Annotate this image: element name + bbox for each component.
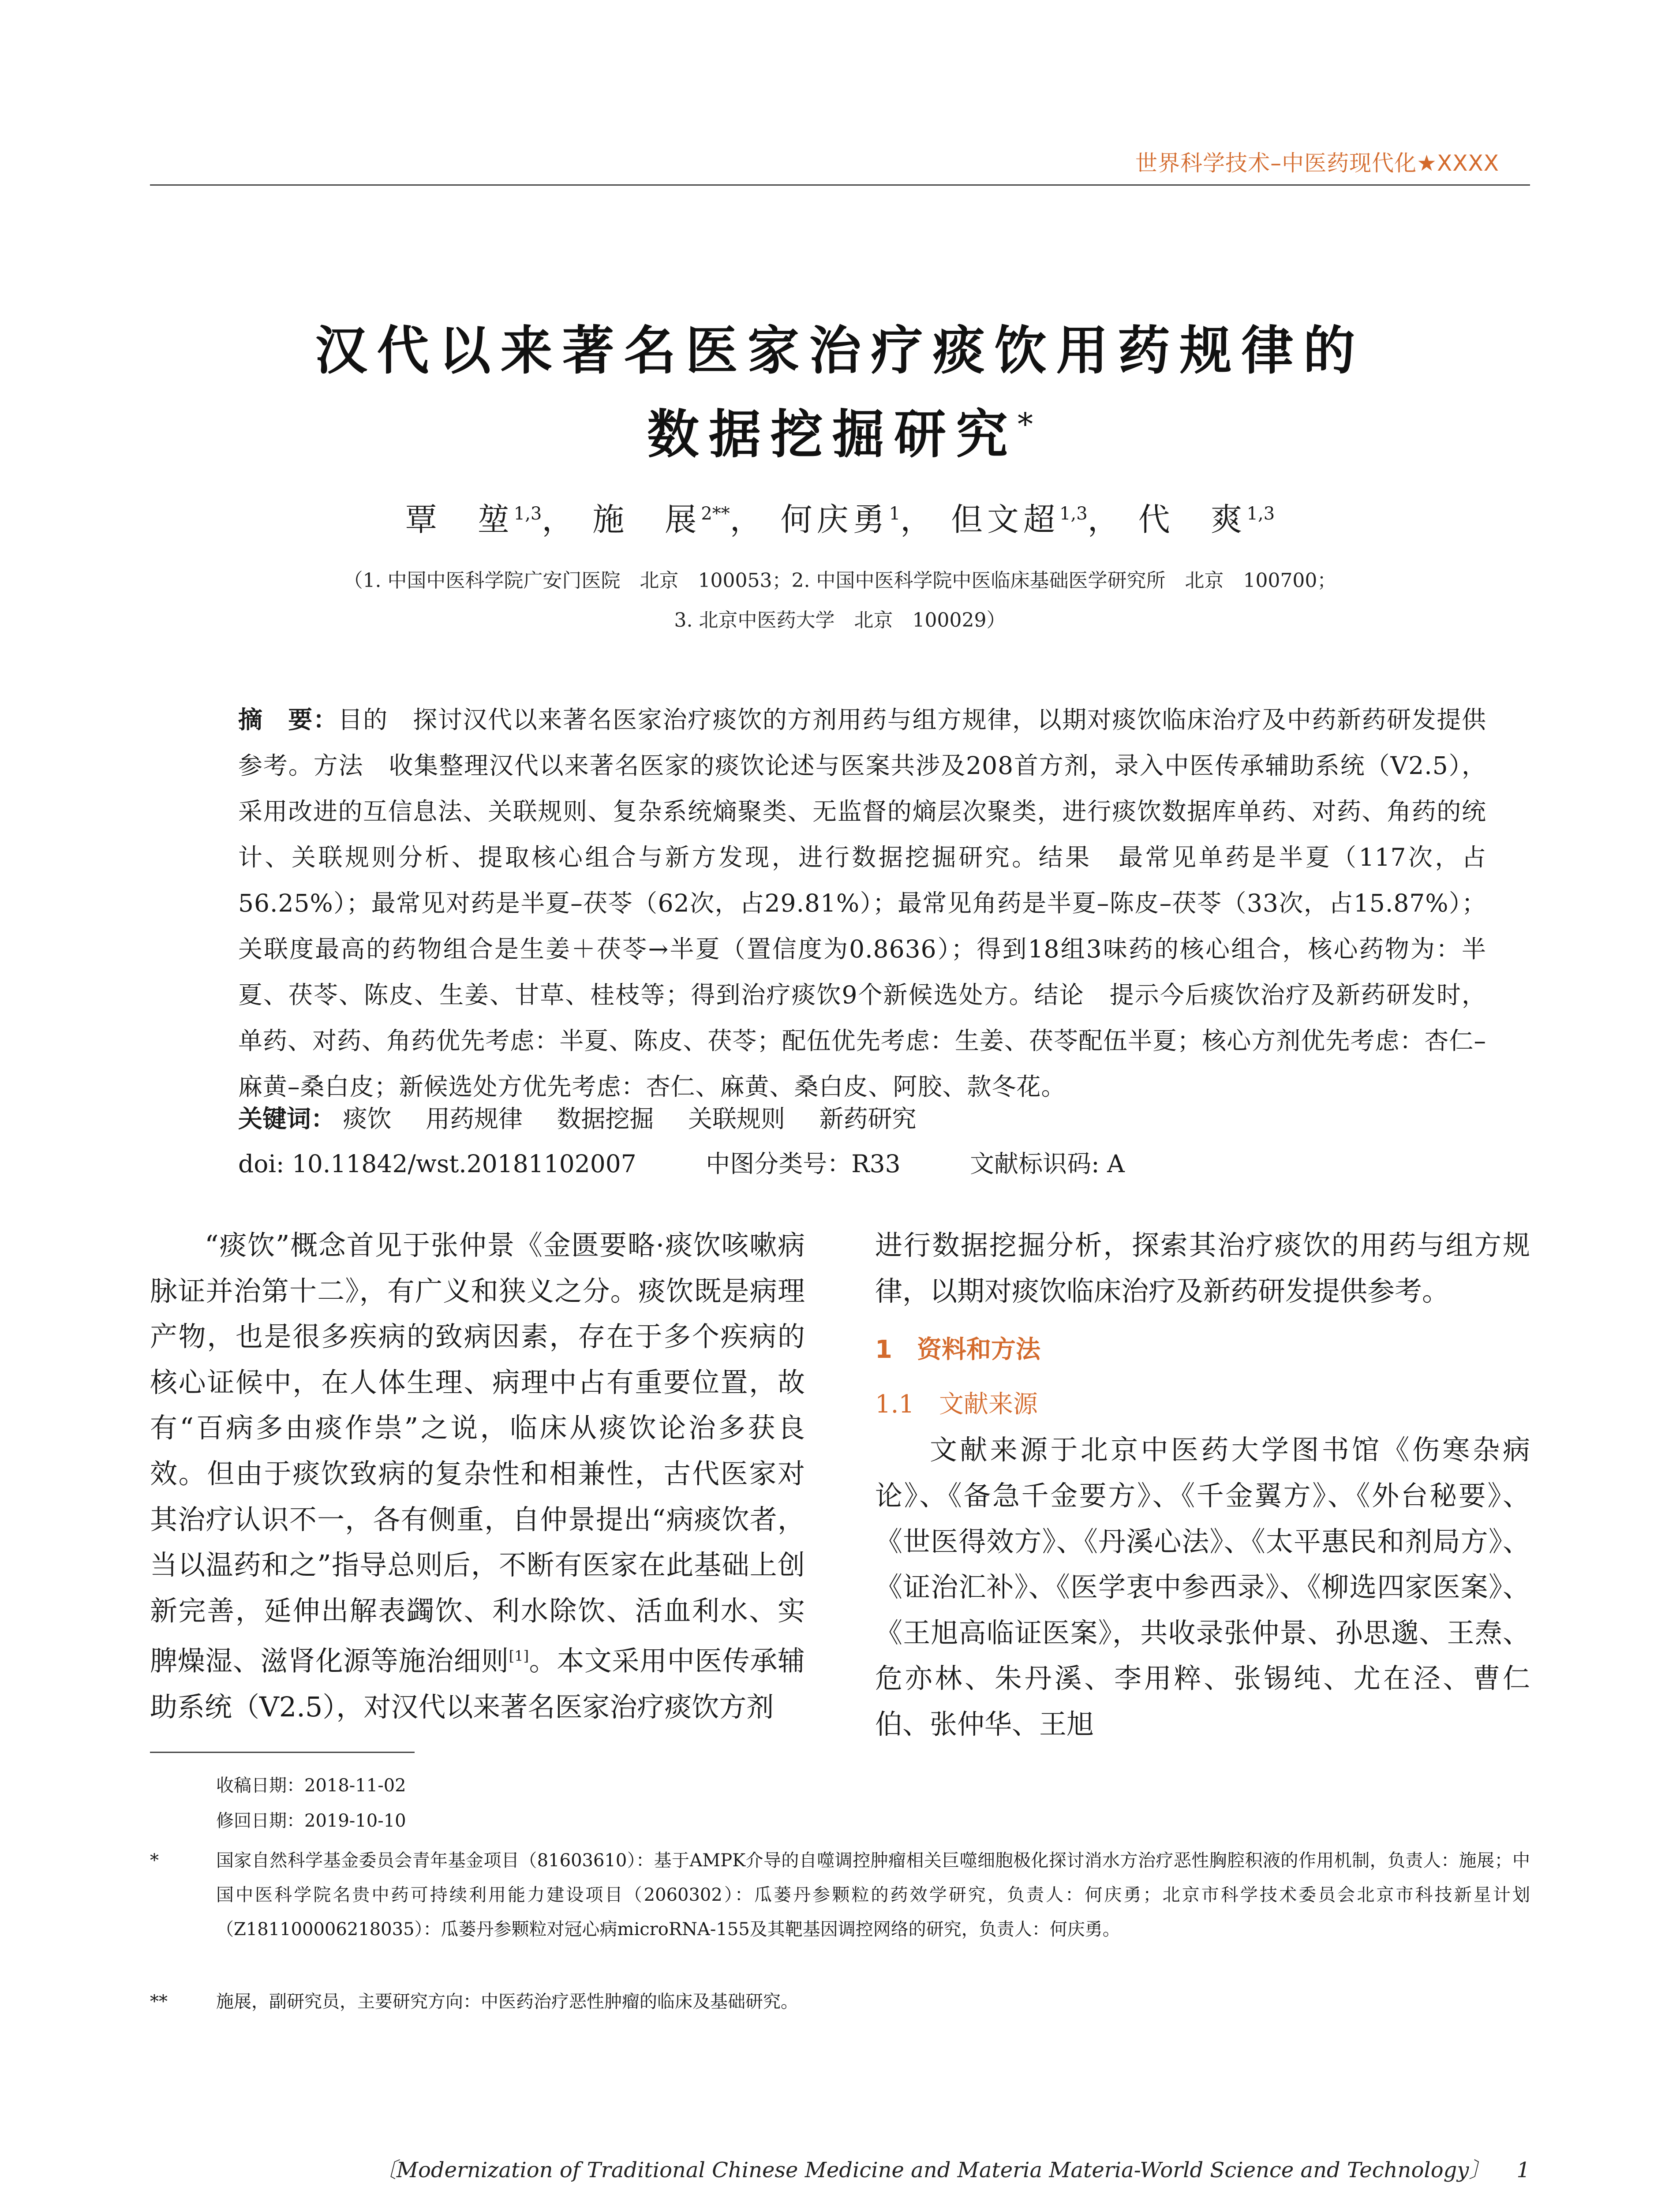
keyword: 数据挖掘 bbox=[557, 1105, 654, 1133]
section-heading-1: 1 资料和方法 bbox=[875, 1335, 1040, 1364]
intro-text-a: “痰饮”概念首见于张仲景《金匮要略·痰饮咳嗽病脉证并治第十二》，有广义和狭义之分。痰饮既是病理产物，也是很多疾病的致病因素，存在于多个疾病的核心证候中，在人体生理、病理中占有重要位置，故有“百病多由痰作祟”之说，临床从痰饮论治多获良效。但由于痰饮致病的复杂性和相兼性，古代医家对其治疗认识不一，各有侧重，自仲景提出“病痰饮者，当以温药和之”指导总则后，不断有医家在此基础上创新完善，延伸出解表蠲饮、利水除饮、活血利水、实脾燥湿、滋肾化源等施治细则 bbox=[150, 1229, 805, 1677]
paper-title-text: 数据挖掘研究 bbox=[647, 404, 1018, 465]
funding-text: 国家自然科学基金委员会青年基金项目（81603610）：基于AMPK介导的自噬调控肿瘤相关巨噬细胞极化探讨消水方治疗恶性胸腔积液的作用机制，负责人：施展；中国中医科学院名贵中药可持续利用能力建设项目（2060302）：瓜蒌丹参颗粒的药效学研究，负责人：何庆勇；北京市科学技术委员会北京市科技新星计划（Z181100006218035）：瓜蒌丹参颗粒对冠心病microRNA-155及其靶基因调控网络的研究，负责人：何庆勇。 bbox=[216, 1850, 1530, 1940]
doi-line bbox=[238, 1144, 1486, 1179]
sources-paragraph: 文献来源于北京中医药大学图书馆《伤寒杂病论》、《备急千金要方》、《千金翼方》、《外台秘要》、《世医得效方》、《丹溪心法》、《太平惠民和剂局方》、《证治汇补》、《医学衷中参西录》、《柳选四家医案》、《王旭高临证医案》，共收录张仲景、孙思邈、王焘、危亦林、朱丹溪、李用粹、张锡纯、尤在泾、曹仁伯、张仲华、王旭 bbox=[875, 1434, 1530, 1740]
author-affil-sup: 1,3 bbox=[1059, 504, 1088, 524]
author-affil-sup: 1 bbox=[889, 504, 901, 524]
footnote-mark-star: * bbox=[150, 1850, 159, 1871]
author-name: 施 展 bbox=[592, 501, 701, 538]
author-affil-sup: 1,3 bbox=[513, 504, 542, 524]
continued-paragraph: 进行数据挖掘分析，探索其治疗痰饮的用药与组方规律，以期对痰饮临床治疗及新药研发提供参考。 bbox=[875, 1229, 1530, 1307]
footnote-mark-double-star: ** bbox=[150, 1992, 168, 2012]
section-heading-1-1: 1.1 文献来源 bbox=[875, 1390, 1038, 1419]
doi: doi: 10.11842/wst.20181102007 bbox=[238, 1150, 636, 1178]
header-rule bbox=[150, 184, 1530, 186]
page-number: 1 bbox=[1516, 2158, 1530, 2183]
clc-number: 中图分类号：R33 bbox=[706, 1150, 901, 1178]
author-separator: ， bbox=[730, 501, 766, 538]
author-affil-sup: 2** bbox=[701, 504, 730, 524]
revised-date-text: 修回日期：2019-10-10 bbox=[216, 1811, 406, 1831]
paper-title-line-2 bbox=[0, 392, 1680, 467]
corresponding-note bbox=[150, 1984, 1530, 2019]
abstract bbox=[238, 697, 1486, 1110]
author-name: 代 爽 bbox=[1138, 501, 1247, 538]
author-name: 何庆勇 bbox=[780, 501, 889, 538]
affiliation-line-2: 3. 北京中医药大学 北京 100029） bbox=[674, 609, 1006, 632]
abstract-label: 摘 要： bbox=[238, 706, 338, 734]
author-separator: ， bbox=[1087, 501, 1124, 538]
keywords bbox=[238, 1096, 1486, 1142]
keywords-label: 关键词： bbox=[238, 1105, 336, 1133]
footnote-rule bbox=[150, 1752, 415, 1753]
page-footer bbox=[375, 2153, 1530, 2183]
revised-date bbox=[150, 1804, 1530, 1838]
citation-ref: [1] bbox=[509, 1648, 529, 1665]
abstract-text: 目的 探讨汉代以来著名医家治疗痰饮的方剂用药与组方规律，以期对痰饮临床治疗及中药新药研发提供参考。方法 收集整理汉代以来著名医家的痰饮论述与医案共涉及208首方剂，录入中医传承辅助系统（V2.5），采用改进的互信息法、关联规则、复杂系统熵聚类、无监督的熵层次聚类，进行痰饮数据库单药、对药、角药的统计、关联规则分析、提取核心组合与新方发现，进行数据挖掘研究。结果 最常见单药是半夏（117次，占56.25%）；最常见对药是半夏–茯苓（62次，占29.81%）；最常见角药是半夏–陈皮–茯苓（33次，占15.87%）；关联度最高的药物组合是生姜＋茯苓→半夏（置信度为0.8636）；得到18组3味药的核心组合，核心药物为：半夏、茯苓、陈皮、生姜、甘草、桂枝等；得到治疗痰饮9个新候选处方。结论 提示今后痰饮治疗及新药研发时，单药、对药、角药优先考虑：半夏、陈皮、茯苓；配伍优先考虑：生姜、茯苓配伍半夏；核心方剂优先考虑：杏仁–麻黄–桑白皮；新候选处方优先考虑：杏仁、麻黄、桑白皮、阿胶、款冬花。 bbox=[238, 706, 1486, 1101]
journal-header: 世界科学技术–中医药现代化★XXXX bbox=[1135, 150, 1499, 176]
keyword: 关联规则 bbox=[688, 1105, 786, 1133]
document-code: 文献标识码: A bbox=[970, 1150, 1125, 1178]
author-list bbox=[0, 494, 1680, 540]
keyword: 新药研究 bbox=[819, 1105, 917, 1133]
body-left-column bbox=[150, 1222, 805, 1730]
affiliation-line-1: （1. 中国中医科学院广安门医院 北京 100053；2. 中国中医科学院中医临床基础医学研究所 北京 100700； bbox=[343, 569, 1337, 592]
received-date-text: 收稿日期：2018-11-02 bbox=[216, 1775, 406, 1796]
author-name: 覃 堃 bbox=[405, 501, 514, 538]
keyword: 痰饮 bbox=[343, 1105, 392, 1133]
intro-paragraph bbox=[150, 1222, 805, 1730]
funding-note bbox=[150, 1843, 1530, 1947]
paper-title-line-1: 汉代以来著名医家治疗痰饮用药规律的 bbox=[315, 320, 1365, 381]
body-right-column bbox=[875, 1222, 1530, 1747]
author-separator: ， bbox=[542, 501, 578, 538]
footer-journal: 〔Modernization of Traditional Chinese Medicine and Materia Materia-World Science and Technology〕 bbox=[375, 2158, 1490, 2183]
author-name: 但文超 bbox=[951, 501, 1060, 538]
author-separator: ， bbox=[900, 501, 937, 538]
corresponding-text: 施展，副研究员，主要研究方向：中医药治疗恶性肿瘤的临床及基础研究。 bbox=[216, 1992, 798, 2012]
title-footnote-mark: * bbox=[1018, 406, 1033, 442]
received-date bbox=[150, 1768, 1530, 1803]
author-affil-sup: 1,3 bbox=[1246, 504, 1275, 524]
keyword: 用药规律 bbox=[426, 1105, 523, 1133]
intro-text-b: 。本文采用中医传承辅助系统（V2.5），对汉代以来著名医家治疗痰饮方剂 bbox=[150, 1645, 805, 1723]
